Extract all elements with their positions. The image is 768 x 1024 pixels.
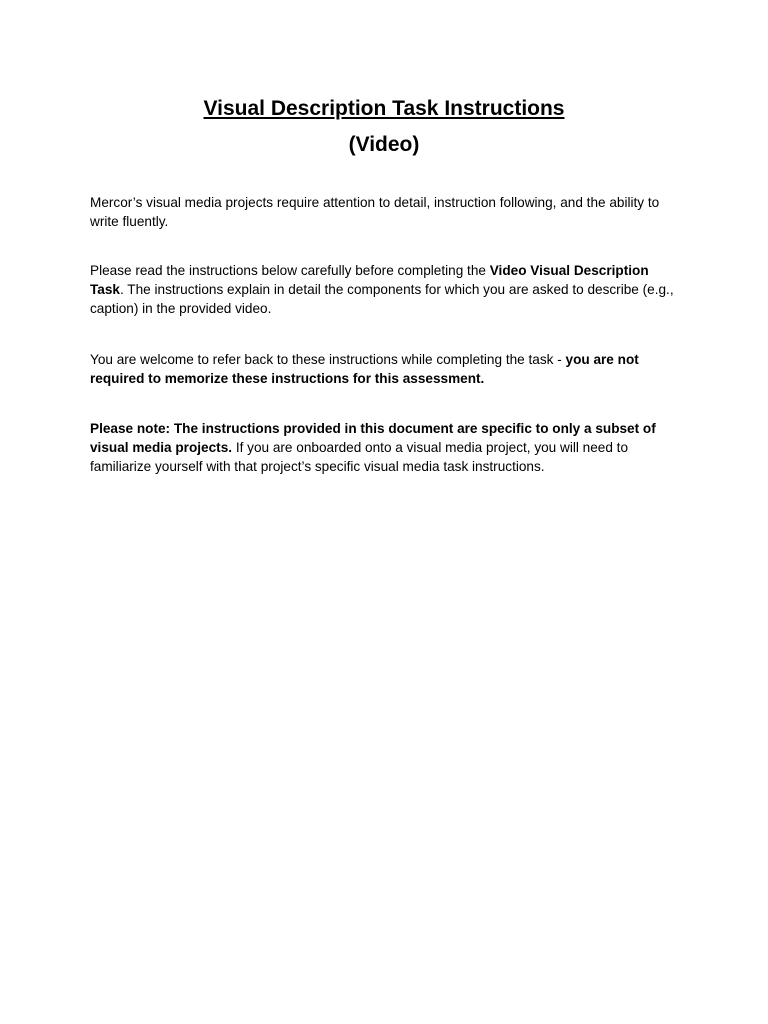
note-bold: Please note: The instructions provided in this document are specific to only a subset of visual media projects. (90, 421, 656, 455)
not-required-bold: you are not required to memorize these instructions for this assessment. (90, 352, 639, 386)
refer-back-text: You are welcome to refer back to these instructions while completing the task - (90, 352, 566, 367)
read-instructions-paragraph (90, 261, 678, 318)
note-paragraph (90, 419, 678, 476)
task-name-bold: Video Visual Description Task (90, 263, 649, 297)
document-subtitle: (Video) (348, 133, 420, 156)
document-title: Visual Description Task Instructions (203, 97, 565, 120)
note-text: If you are onboarded onto a visual media project, you will need to familiarize yourself with that project’s specific visual media task instructions. (90, 440, 629, 474)
read-instructions-text-cont: . The instructions explain in detail the components for which you are asked to describe (e.g., caption) in the provided video. (90, 282, 674, 316)
read-instructions-text: Please read the instructions below carefully before completing the (90, 263, 490, 278)
intro-paragraph (90, 193, 678, 231)
intro-text: Mercor’s visual media projects require attention to detail, instruction following, and the ability to write fluently. (90, 195, 660, 229)
refer-back-paragraph (90, 350, 678, 388)
document-page (90, 92, 678, 476)
